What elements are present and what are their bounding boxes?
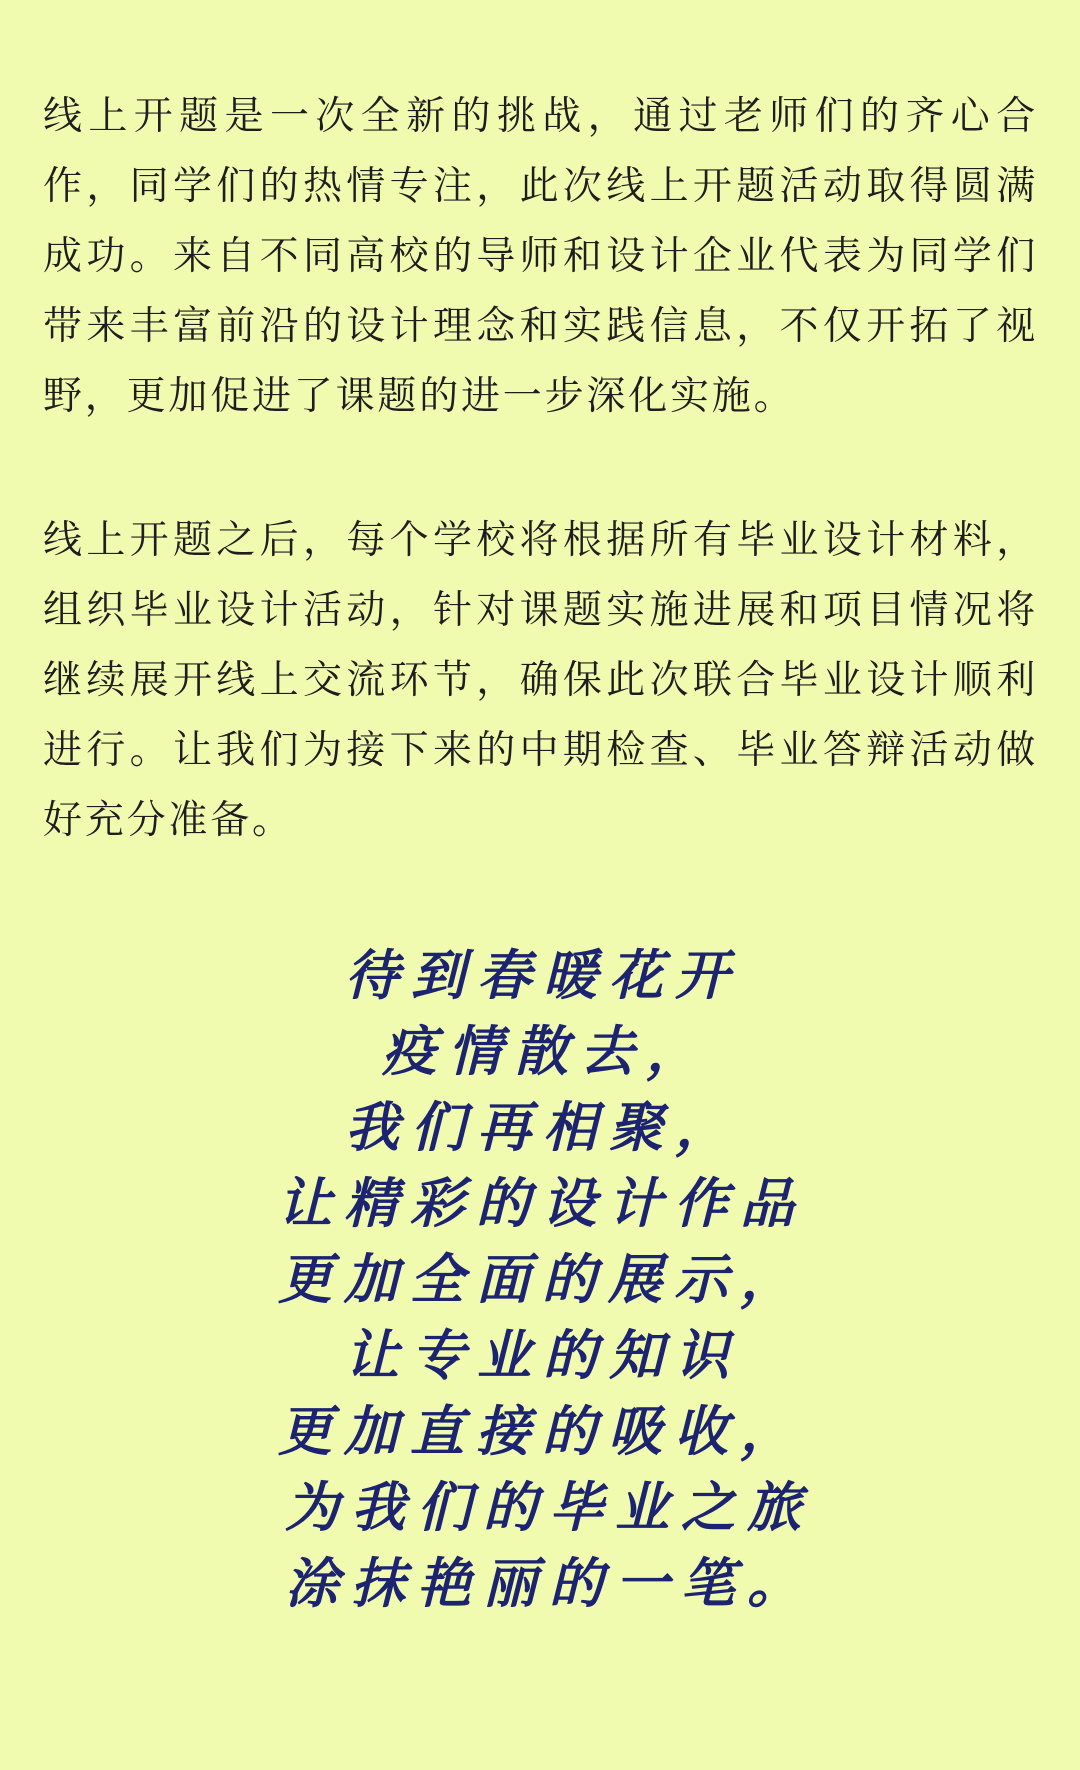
poem-line-3: 我们再相聚，: [345, 1095, 741, 1159]
poem-line-7: 更加直接的吸收，: [278, 1399, 806, 1463]
poem-line-9: 涂抹艳丽的一笔。: [285, 1551, 813, 1615]
poem-line-4: 让精彩的设计作品: [278, 1171, 806, 1235]
article-paragraph-1: 线上开题是一次全新的挑战，通过老师们的齐心合作，同学们的热情专注，此次线上开题活动取得圆满成功。来自不同高校的导师和设计企业代表为同学们带来丰富前沿的设计理念和实践信息，不仅开拓了视野，更加促进了课题的进一步深化实施。: [43, 94, 1038, 419]
poem-line-8: 为我们的毕业之旅: [285, 1475, 813, 1539]
poem-line-6: 让专业的知识: [345, 1323, 741, 1387]
poem-line-1: 待到春暖花开: [345, 943, 741, 1007]
poem-line-2: 疫情散去，: [382, 1019, 712, 1083]
article-paragraph-2: 线上开题之后，每个学校将根据所有毕业设计材料，组织毕业设计活动，针对课题实施进展和项目情况将继续展开线上交流环节，确保此次联合毕业设计顺利进行。让我们为接下来的中期检查、毕业答辩活动做好充分准备。: [43, 518, 1038, 843]
poem-line-5: 更加全面的展示，: [278, 1247, 806, 1311]
